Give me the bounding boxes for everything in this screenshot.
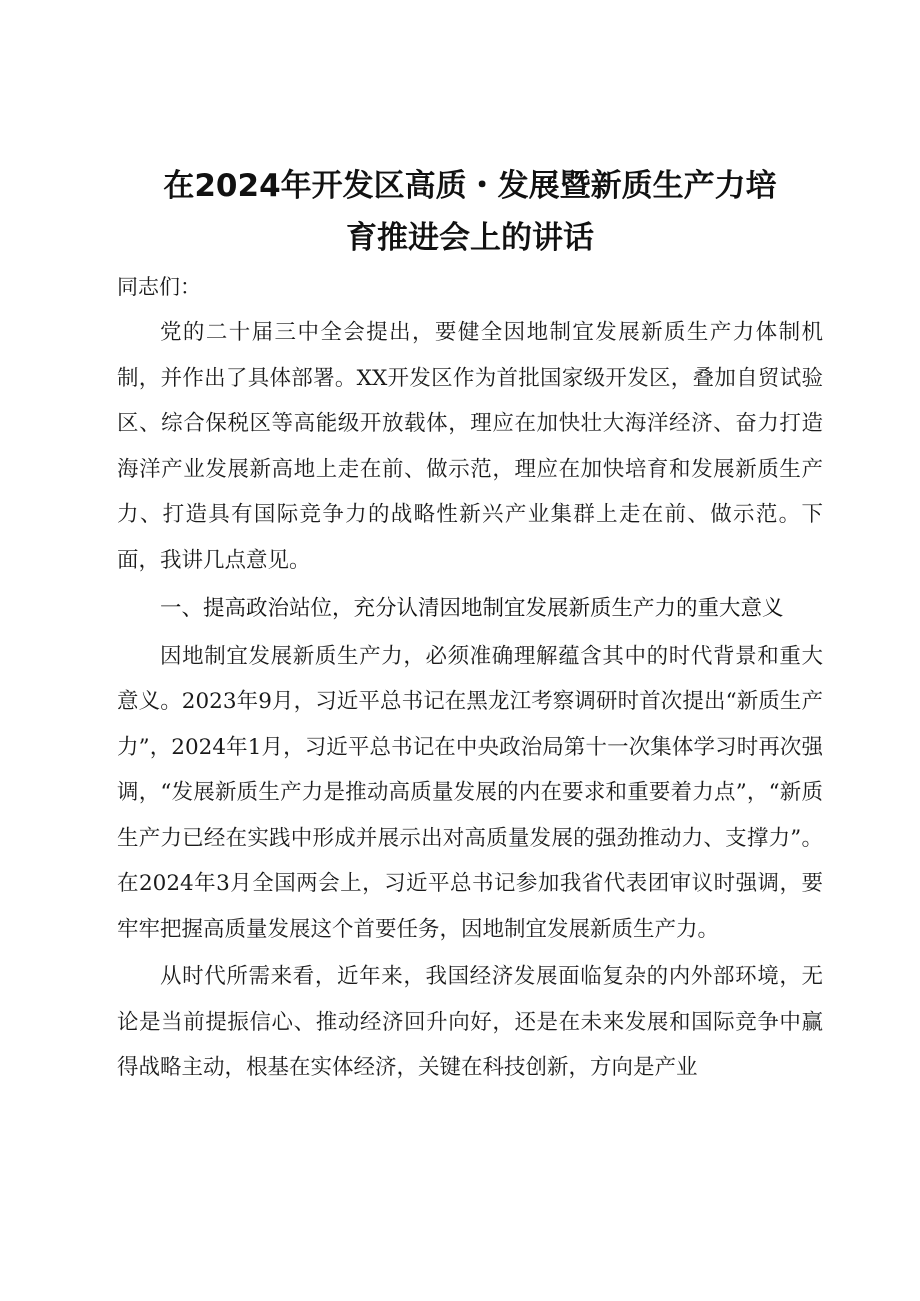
paragraph-intro: 党的二十届三中全会提出，要健全因地制宜发展新质生产力体制机制，并作出了具体部署。XX开发区作为首批国家级开发区，叠加自贸试验区、综合保税区等高能级开放载体，理应在加快壮大海洋经济、奋力打造海洋产业发展新高地上走在前、做示范，理应在加快培育和发展新质生产力、打造具有国际竞争力的战略性新兴产业集群上走在前、做示范。下面，我讲几点意见。	[117, 320, 823, 573]
document-title-line-2: 育推进会上的讲话	[346, 220, 594, 256]
document-page	[117, 160, 823, 1091]
document-title-line-1: 在2024年开发区高质・发展暨新质生产力培	[163, 168, 777, 204]
paragraph-background: 因地制宜发展新质生产力，必须准确理解蕴含其中的时代背景和重大意义。2023年9月，习近平总书记在黑龙江考察调研时首次提出“新质生产力”，2024年1月，习近平总书记在中央政治局第十一次集体学习时再次强调，“发展新质生产力是推动高质量发展的内在要求和重要着力点”，“新质生产力已经在实践中形成并展示出对高质量发展的强劲推动力、支撑力”。在2024年3月全国两会上，习近平总书记参加我省代表团审议时强调，要牢牢把握高质量发展这个首要任务，因地制宜发展新质生产力。	[117, 643, 823, 942]
paragraph-era-needs: 从时代所需来看，近年来，我国经济发展面临复杂的内外部环境，无论是当前提振信心、推动经济回升向好，还是在未来发展和国际竞争中赢得战略主动，根基在实体经济，关键在科技创新，方向是产业	[117, 964, 823, 1080]
section-heading-1: 一、提高政治站位，充分认清因地制宜发展新质生产力的重大意义	[160, 596, 784, 621]
salutation: 同志们：	[117, 275, 201, 299]
document-title	[117, 160, 823, 264]
